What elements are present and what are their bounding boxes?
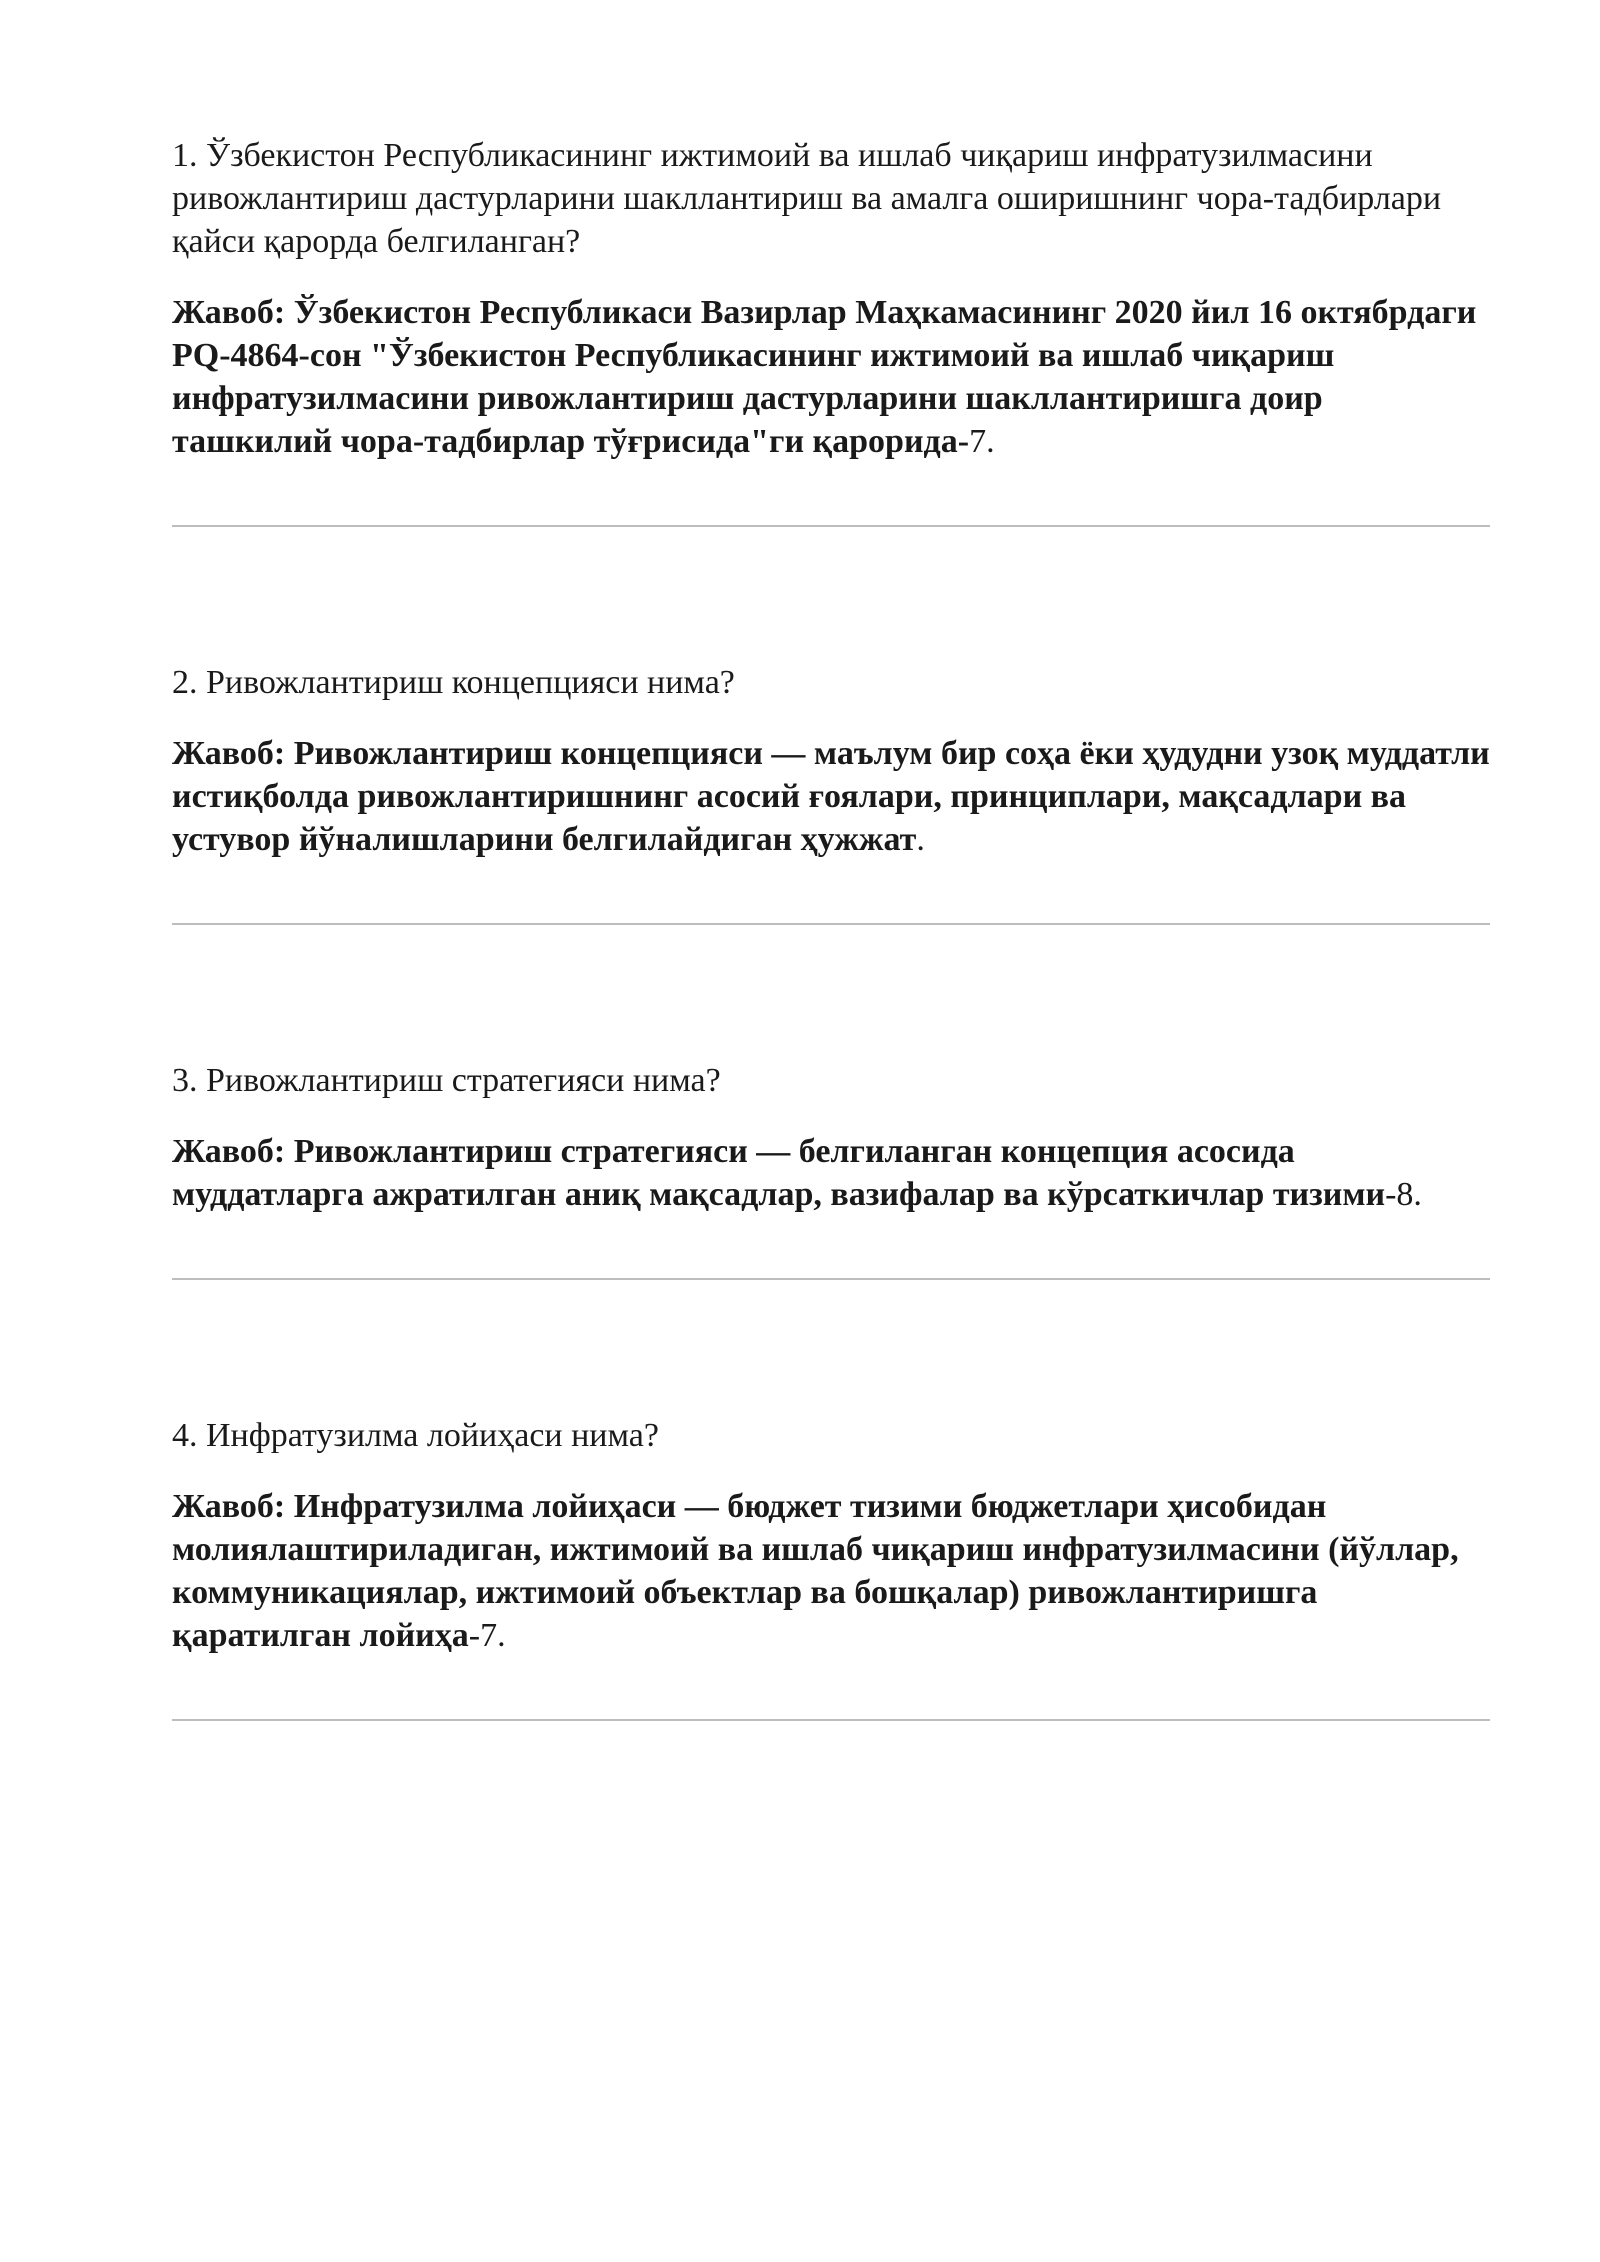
qa-item-1 — [172, 134, 1490, 661]
answer-text — [172, 291, 1490, 463]
answer-text — [172, 1130, 1490, 1216]
answer-reference: 7. — [969, 423, 995, 460]
answer-text — [172, 1485, 1490, 1657]
qa-item-3 — [172, 1059, 1490, 1414]
answer-bold: Жавоб: Ривожлантириш стратегияси — белгиланган концепция асосида муддатларга ажратилган аниқ мақсадлар, вазифалар ва кўрсаткичлар тизими — [172, 1133, 1386, 1213]
question-text: 4. Инфратузилма лойиҳаси нима? — [172, 1417, 659, 1454]
answer-text — [172, 732, 1490, 861]
answer-reference: -7. — [468, 1617, 506, 1654]
document-page — [172, 134, 1490, 1721]
answer-bold: Жавоб: Ўзбекистон Республикаси Вазирлар Маҳкамасининг 2020 йил 16 октябрдаги PQ-4864-сон "Ўзбекистон Республикасининг ижтимоий ва ишлаб чиқариш инфратузилмасини ривожлантириш дастурларини шакллантиришга доир ташкилий чора-тадбирлар тўғрисида"ги қарорида- — [172, 294, 1477, 460]
question-text: 3. Ривожлантириш стратегияси нима? — [172, 1062, 721, 1099]
qa-item-4 — [172, 1414, 1490, 1721]
divider — [172, 1719, 1490, 1721]
question-text: 2. Ривожлантириш концепцияси нима? — [172, 664, 735, 701]
qa-item-2 — [172, 661, 1490, 1059]
answer-reference: . — [916, 821, 925, 858]
question-text: 1. Ўзбекистон Республикасининг ижтимоий ва ишлаб чиқариш инфратузилмасини ривожлантириш дастурларини шакллантириш ва амалга оширишнинг чора-тадбирлари қайси қарорда белгиланган? — [172, 137, 1442, 260]
answer-bold: Жавоб: Инфратузилма лойиҳаси — бюджет тизими бюджетлари ҳисобидан молиялаштириладиган, ижтимоий ва ишлаб чиқариш инфратузилмасини (йўллар, коммуникациялар, ижтимоий объектлар ва бошқалар) ривожлантиришга қаратилган лойиҳа — [172, 1488, 1459, 1654]
answer-bold: Жавоб: Ривожлантириш концепцияси — маълум бир соҳа ёки ҳудудни узоқ муддатли истиқболда ривожлантиришнинг асосий ғоялари, принциплари, мақсадлари ва устувор йўналишларини белгилайдиган ҳужжат — [172, 735, 1490, 858]
answer-reference: -8. — [1385, 1176, 1422, 1213]
